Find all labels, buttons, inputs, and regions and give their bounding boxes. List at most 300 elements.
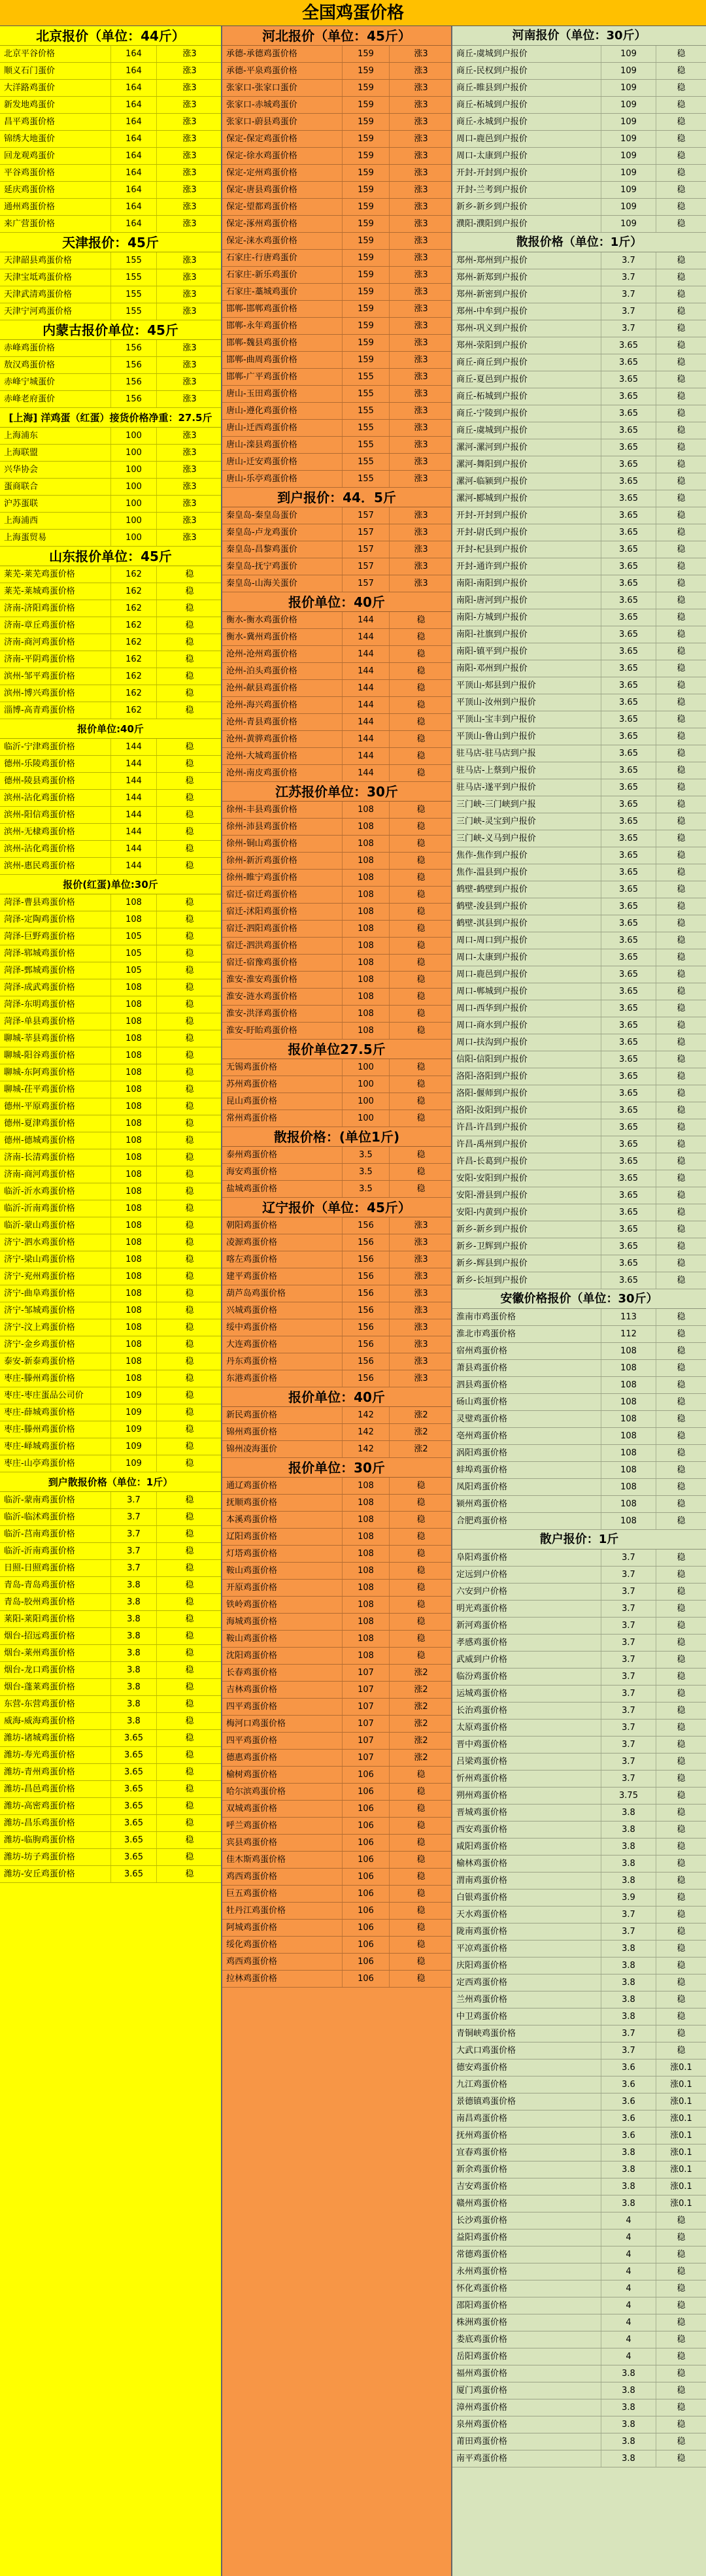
- trend-value: 涨3: [182, 256, 197, 265]
- trend-value: 涨3: [414, 372, 428, 382]
- region-name: 烟台-蓬莱鸡蛋价格: [0, 1679, 111, 1695]
- price-row: [222, 802, 451, 819]
- region-name: 济宁-梁山鸡蛋价格: [0, 1251, 111, 1268]
- price-row: [222, 1920, 451, 1937]
- price-row: [222, 114, 451, 131]
- price-row: [222, 765, 451, 782]
- price-row: [452, 2059, 706, 2076]
- trend-value: 稳: [677, 987, 686, 996]
- region-name: 沧州-青县鸡蛋价格: [222, 714, 343, 730]
- price-value: 109: [601, 216, 656, 232]
- trend-value: 稳: [677, 1276, 686, 1285]
- section-header: 报价单位：40斤: [222, 1387, 451, 1407]
- price-value: 100: [111, 530, 157, 546]
- price-row: [452, 1068, 706, 1085]
- price-value: 3.65: [601, 762, 656, 779]
- price-value: 144: [343, 629, 390, 645]
- trend-value: 稳: [185, 1034, 194, 1043]
- price-value: 155: [343, 471, 390, 487]
- trend-value: 稳: [416, 1532, 426, 1542]
- trend-value: 稳: [677, 2369, 686, 2379]
- price-value: 108: [111, 911, 157, 928]
- region-name: 枣庄-峄城鸡蛋价格: [0, 1438, 111, 1455]
- section-header: 北京报价（单位：44斤）: [0, 26, 221, 46]
- price-value: 4: [601, 2297, 656, 2314]
- price-value: 3.8: [601, 1856, 656, 1872]
- price-value: 155: [343, 454, 390, 470]
- trend-value: 涨2: [414, 1685, 428, 1695]
- price-value: 156: [111, 374, 157, 390]
- region-name: 济南-长清鸡蛋价格: [0, 1149, 111, 1166]
- price-row: [0, 858, 221, 875]
- price-value: 144: [343, 714, 390, 730]
- price-row: [452, 269, 706, 286]
- trend-value: 稳: [677, 715, 686, 724]
- price-value: 3.65: [601, 1221, 656, 1238]
- price-value: 155: [343, 386, 390, 402]
- price-row: [0, 303, 221, 320]
- trend-value: 稳: [677, 647, 686, 656]
- trend-value: 稳: [416, 856, 426, 866]
- price-row: [0, 1132, 221, 1149]
- region-name: 潍坊-临朐鸡蛋价格: [0, 1832, 111, 1848]
- trend-value: 稳: [185, 1272, 194, 1281]
- price-row: [452, 1635, 706, 1652]
- price-row: [0, 790, 221, 807]
- region-name: 枣庄-滕州鸡蛋价格: [0, 1421, 111, 1438]
- price-row: [452, 1085, 706, 1102]
- trend-value: 涨3: [182, 448, 197, 458]
- price-value: 105: [111, 945, 157, 962]
- price-value: 164: [111, 97, 157, 113]
- trend-value: 稳: [185, 966, 194, 975]
- price-value: 3.65: [111, 1866, 157, 1882]
- trend-value: 涨3: [414, 304, 428, 314]
- price-value: 3.7: [601, 1601, 656, 1617]
- trend-value: 稳: [677, 1174, 686, 1183]
- trend-value: 涨3: [414, 321, 428, 331]
- trend-value: 稳: [677, 1893, 686, 1903]
- trend-value: 涨0.1: [670, 2114, 692, 2124]
- price-row: [0, 634, 221, 651]
- trend-value: 稳: [185, 688, 194, 698]
- trend-value: 涨3: [182, 117, 197, 127]
- price-row: [0, 1353, 221, 1370]
- price-row: [0, 1183, 221, 1200]
- price-value: 109: [601, 63, 656, 79]
- trend-value: 稳: [677, 2454, 686, 2464]
- price-value: 3.65: [601, 371, 656, 388]
- price-value: 3.65: [601, 1051, 656, 1068]
- price-row: [0, 428, 221, 445]
- region-name: 蛋商联合: [0, 479, 111, 495]
- trend-value: 稳: [185, 1580, 194, 1590]
- trend-value: 稳: [185, 1221, 194, 1230]
- price-row: [452, 745, 706, 762]
- price-value: 3.65: [111, 1781, 157, 1797]
- price-value: 159: [343, 46, 390, 62]
- trend-value: 涨0.1: [670, 2097, 692, 2107]
- price-row: [222, 1302, 451, 1319]
- region-name: 阜阳鸡蛋价格: [452, 1550, 601, 1566]
- trend-value: 稳: [677, 698, 686, 707]
- region-name: 潍坊-坊子鸡蛋价格: [0, 1849, 111, 1865]
- trend-value: 稳: [416, 1079, 426, 1089]
- trend-value: 稳: [677, 2046, 686, 2056]
- trend-value: 涨3: [414, 1357, 428, 1366]
- trend-value: 稳: [416, 1150, 426, 1160]
- region-name: 保定-定州鸡蛋价格: [222, 165, 343, 181]
- price-row: [452, 216, 706, 233]
- price-row: [0, 1764, 221, 1781]
- price-value: 3.65: [601, 1136, 656, 1153]
- trend-value: 稳: [677, 2318, 686, 2328]
- region-name: 大连鸡蛋价格: [222, 1336, 343, 1353]
- region-name: 菏泽-鄄城鸡蛋价格: [0, 962, 111, 979]
- region-name: 商丘-睢县到户报价: [452, 80, 601, 96]
- price-value: 144: [111, 841, 157, 857]
- price-row: [222, 233, 451, 250]
- trend-value: 稳: [185, 1784, 194, 1794]
- price-row: [0, 374, 221, 391]
- region-name: 兰州鸡蛋价格: [452, 1991, 601, 2008]
- region-name: 丹东鸡蛋价格: [222, 1353, 343, 1370]
- price-row: [0, 1526, 221, 1543]
- price-row: [452, 881, 706, 898]
- price-column-2: [222, 26, 452, 2576]
- price-value: 106: [343, 1903, 390, 1919]
- price-value: 164: [111, 199, 157, 215]
- price-row: [222, 182, 451, 199]
- trend-value: 稳: [185, 1323, 194, 1332]
- region-name: 渭南鸡蛋价格: [452, 1873, 601, 1889]
- region-name: 沧州-海兴鸡蛋价格: [222, 697, 343, 713]
- price-row: [452, 1567, 706, 1584]
- region-name: 保定-涞水鸡蛋价格: [222, 233, 343, 249]
- price-row: [452, 2212, 706, 2229]
- trend-value: 稳: [185, 1289, 194, 1298]
- price-value: 106: [343, 1937, 390, 1953]
- price-value: 108: [111, 1302, 157, 1319]
- price-row: [452, 2008, 706, 2025]
- region-name: 洛阳-偃师到户报价: [452, 1085, 601, 1102]
- price-row: [0, 1679, 221, 1696]
- price-row: [452, 473, 706, 490]
- price-value: 157: [343, 558, 390, 575]
- price-row: [0, 1628, 221, 1645]
- price-row: [452, 1326, 706, 1343]
- price-value: 164: [111, 182, 157, 198]
- price-value: 159: [343, 148, 390, 164]
- price-row: [452, 1479, 706, 1496]
- price-row: [452, 2365, 706, 2382]
- price-row: [452, 609, 706, 626]
- price-row: [0, 945, 221, 962]
- region-name: 盐城鸡蛋价格: [222, 1181, 343, 1197]
- price-row: [452, 2280, 706, 2297]
- price-value: 108: [111, 996, 157, 1013]
- trend-value: 稳: [185, 1733, 194, 1743]
- region-name: 唐山-乐亭鸡蛋价格: [222, 471, 343, 487]
- trend-value: 涨3: [182, 83, 197, 93]
- region-name: 赤峰老府蛋价: [0, 391, 111, 407]
- region-name: 新民鸡蛋价格: [222, 1407, 343, 1423]
- price-value: 108: [601, 1496, 656, 1512]
- price-row: [222, 1852, 451, 1869]
- region-name: 哈尔滨鸡蛋价格: [222, 1784, 343, 1800]
- price-value: 159: [343, 318, 390, 334]
- trend-value: 稳: [416, 1113, 426, 1123]
- region-name: 新发地鸡蛋价: [0, 97, 111, 113]
- price-row: [452, 1601, 706, 1618]
- trend-value: 稳: [677, 1570, 686, 1580]
- trend-value: 涨3: [182, 168, 197, 178]
- price-row: [452, 1496, 706, 1513]
- section-header: 报价单位27.5斤: [222, 1040, 451, 1059]
- price-row: [452, 388, 706, 405]
- price-row: [0, 668, 221, 685]
- trend-value: 稳: [416, 907, 426, 917]
- region-name: 定西鸡蛋价格: [452, 1974, 601, 1991]
- region-name: 济宁-曲阜鸡蛋价格: [0, 1285, 111, 1302]
- trend-value: 稳: [677, 936, 686, 945]
- price-row: [452, 439, 706, 456]
- region-name: 南阳-邓州到户报价: [452, 660, 601, 677]
- region-name: 凤阳鸡蛋价格: [452, 1479, 601, 1495]
- price-row: [222, 386, 451, 403]
- price-value: 3.65: [111, 1730, 157, 1746]
- price-value: 108: [343, 1495, 390, 1511]
- trend-value: 稳: [185, 1546, 194, 1556]
- price-value: 106: [343, 1971, 390, 1987]
- region-name: 颍州鸡蛋价格: [452, 1496, 601, 1512]
- section-header: 散报价格（单位：1斤）: [452, 233, 706, 252]
- trend-value: 稳: [677, 409, 686, 418]
- price-value: 108: [111, 1336, 157, 1353]
- price-row: [452, 1856, 706, 1873]
- trend-value: 稳: [677, 1842, 686, 1852]
- trend-value: 稳: [416, 1566, 426, 1576]
- region-name: 潍坊-诸城鸡蛋价格: [0, 1730, 111, 1746]
- region-name: 洛阳-汝阳到户报价: [452, 1102, 601, 1119]
- trend-value: 稳: [185, 1767, 194, 1777]
- price-value: 159: [343, 335, 390, 351]
- price-row: [222, 46, 451, 63]
- trend-value: 稳: [677, 613, 686, 622]
- price-row: [452, 1805, 706, 1822]
- region-name: 新乡-新乡到户报价: [452, 199, 601, 215]
- price-value: 144: [111, 756, 157, 772]
- section-header: 内蒙古报价单位：45斤: [0, 320, 221, 340]
- region-name: 大洋路鸡蛋价: [0, 80, 111, 96]
- trend-value: 稳: [677, 1021, 686, 1030]
- price-value: 108: [343, 1023, 390, 1039]
- region-name: 临沂-莒南鸡蛋价格: [0, 1526, 111, 1542]
- region-name: 济宁-泗水鸡蛋价格: [0, 1234, 111, 1251]
- price-value: 100: [111, 479, 157, 495]
- price-row: [222, 697, 451, 714]
- price-value: 144: [343, 765, 390, 781]
- region-name: 建平鸡蛋价格: [222, 1268, 343, 1285]
- price-row: [452, 1017, 706, 1034]
- price-row: [0, 1268, 221, 1285]
- price-value: 108: [111, 1064, 157, 1081]
- region-name: 济宁-汶上鸡蛋价格: [0, 1319, 111, 1336]
- price-row: [452, 541, 706, 558]
- trend-value: 稳: [416, 1651, 426, 1661]
- price-row: [222, 1495, 451, 1512]
- price-value: 155: [111, 252, 157, 269]
- price-value: 108: [343, 1631, 390, 1647]
- trend-value: 涨0.1: [670, 2148, 692, 2158]
- price-row: [452, 2144, 706, 2161]
- price-row: [452, 626, 706, 643]
- price-value: 108: [111, 894, 157, 911]
- price-value: 3.65: [601, 796, 656, 813]
- trend-value: 稳: [677, 1910, 686, 1920]
- section-header: 散报价格：(单位1斤): [222, 1127, 451, 1147]
- section-header: 到户报价：44．5斤: [222, 488, 451, 507]
- price-row: [222, 1251, 451, 1268]
- price-row: [222, 629, 451, 646]
- region-name: 昆山鸡蛋价格: [222, 1093, 343, 1110]
- price-row: [452, 966, 706, 983]
- price-row: [222, 318, 451, 335]
- trend-value: 稳: [416, 1923, 426, 1933]
- region-name: 蚌埠鸡蛋价格: [452, 1462, 601, 1478]
- price-row: [452, 2450, 706, 2467]
- trend-value: 稳: [185, 1119, 194, 1128]
- trend-value: 稳: [416, 700, 426, 710]
- price-row: [452, 182, 706, 199]
- region-name: 德惠鸡蛋价格: [222, 1750, 343, 1766]
- region-name: 抚州鸡蛋价格: [452, 2127, 601, 2144]
- price-row: [0, 462, 221, 479]
- price-value: 162: [111, 668, 157, 685]
- region-name: 淮安-盱眙鸡蛋价格: [222, 1023, 343, 1039]
- region-name: 邯郸-永年鸡蛋价格: [222, 318, 343, 334]
- price-row: [222, 131, 451, 148]
- trend-value: 稳: [185, 932, 194, 941]
- price-value: 3.7: [601, 1669, 656, 1685]
- trend-value: 稳: [677, 1397, 686, 1407]
- price-row: [222, 853, 451, 870]
- region-name: 鹤壁-浚县到户报价: [452, 898, 601, 915]
- price-row: [452, 1550, 706, 1567]
- section-header: 报价单位：30斤: [222, 1458, 451, 1478]
- trend-value: 稳: [416, 873, 426, 883]
- section-header: 天津报价：45斤: [0, 233, 221, 252]
- region-name: 双城鸡蛋价格: [222, 1801, 343, 1817]
- trend-value: 稳: [677, 2386, 686, 2396]
- trend-value: 涨3: [414, 423, 428, 433]
- price-row: [452, 2042, 706, 2059]
- price-row: [452, 949, 706, 966]
- price-value: 108: [343, 955, 390, 971]
- price-row: [452, 371, 706, 388]
- region-name: 开封-开封到户报价: [452, 165, 601, 181]
- region-name: 抚顺鸡蛋价格: [222, 1495, 343, 1511]
- region-name: 南昌鸡蛋价格: [452, 2110, 601, 2127]
- price-value: 100: [343, 1059, 390, 1076]
- trend-value: 稳: [416, 683, 426, 693]
- trend-value: 稳: [677, 2012, 686, 2022]
- region-name: 郑州-郑州到户报价: [452, 252, 601, 269]
- price-row: [452, 2110, 706, 2127]
- region-name: 济宁-兖州鸡蛋价格: [0, 1268, 111, 1285]
- price-value: 3.65: [601, 1000, 656, 1017]
- price-row: [452, 2127, 706, 2144]
- trend-value: 稳: [677, 1740, 686, 1750]
- price-row: [452, 2348, 706, 2365]
- region-name: 邯郸-魏县鸡蛋价格: [222, 335, 343, 351]
- trend-value: 稳: [185, 793, 194, 803]
- region-name: 保定-徐水鸡蛋价格: [222, 148, 343, 164]
- region-name: 苏州鸡蛋价格: [222, 1076, 343, 1093]
- trend-value: 稳: [185, 1750, 194, 1760]
- price-value: 100: [111, 513, 157, 529]
- price-row: [452, 46, 706, 63]
- trend-value: 稳: [677, 2352, 686, 2362]
- trend-value: 涨3: [182, 66, 197, 76]
- trend-value: 稳: [677, 902, 686, 911]
- price-row: [222, 1478, 451, 1495]
- price-value: 109: [111, 1438, 157, 1455]
- region-name: 益阳鸡蛋价格: [452, 2229, 601, 2246]
- trend-value: 稳: [677, 1157, 686, 1166]
- price-value: 100: [111, 496, 157, 512]
- price-value: 164: [111, 114, 157, 130]
- price-row: [0, 1047, 221, 1064]
- trend-value: 稳: [677, 868, 686, 877]
- price-row: [452, 711, 706, 728]
- trend-value: 稳: [185, 1357, 194, 1366]
- region-name: 菏泽-定陶鸡蛋价格: [0, 911, 111, 928]
- price-value: 159: [343, 182, 390, 198]
- section-header: 报价(红蛋)单位:30斤: [0, 875, 221, 894]
- price-value: 108: [111, 1183, 157, 1200]
- price-row: [222, 454, 451, 471]
- trend-value: 稳: [677, 1242, 686, 1251]
- trend-value: 稳: [677, 817, 686, 826]
- trend-value: 稳: [677, 1672, 686, 1682]
- region-name: 常德鸡蛋价格: [452, 2246, 601, 2263]
- region-name: 昌平鸡蛋价格: [0, 114, 111, 130]
- price-row: [222, 972, 451, 989]
- price-value: 3.5: [343, 1181, 390, 1197]
- region-name: 开封-杞县到户报价: [452, 541, 601, 558]
- section-header: 到户散报价格（单位：1斤）: [0, 1472, 221, 1492]
- region-name: 开封-兰考到户报价: [452, 182, 601, 198]
- price-value: 159: [343, 301, 390, 317]
- trend-value: 稳: [185, 1374, 194, 1383]
- price-row: [0, 357, 221, 374]
- price-value: 108: [343, 1529, 390, 1545]
- price-row: [0, 182, 221, 199]
- price-row: [222, 1370, 451, 1387]
- trend-value: 稳: [416, 1634, 426, 1644]
- trend-value: 稳: [416, 1906, 426, 1916]
- price-value: 162: [111, 702, 157, 719]
- region-name: 娄底鸡蛋价格: [452, 2331, 601, 2348]
- trend-value: 涨3: [182, 394, 197, 404]
- price-row: [222, 1006, 451, 1023]
- price-row: [0, 1217, 221, 1234]
- price-row: [0, 1387, 221, 1404]
- region-name: 济南-商河鸡蛋价格: [0, 1166, 111, 1183]
- price-value: 109: [111, 1404, 157, 1421]
- region-name: 潍坊-高密鸡蛋价格: [0, 1798, 111, 1814]
